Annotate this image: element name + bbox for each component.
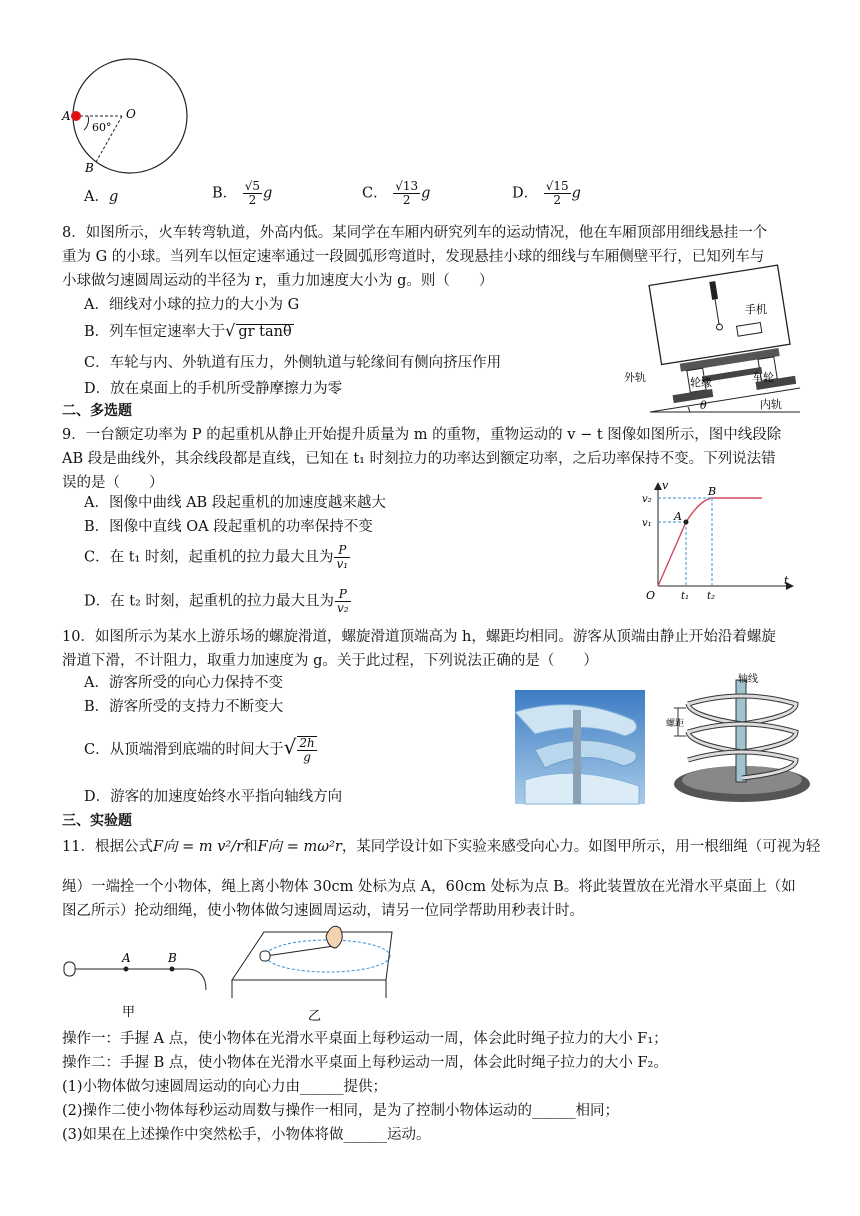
q10-option-d[interactable]: D．游客的加速度始终水平指向轴线方向 (84, 789, 343, 805)
q11-stem-line2: 绳）一端拴一个小物体，绳上离小物体 30cm 处标为点 A，60cm 处标为点 B。将此装置放在光滑水平桌面上（如 (62, 879, 796, 895)
q8-option-d[interactable]: D．放在桌面上的手机所受静摩擦力为零 (84, 381, 343, 397)
section-multiple-choice: 二、多选题 (62, 403, 132, 419)
q7-angle-label: 60° (92, 121, 112, 134)
q9-stem-line1: 9．一台额定功率为 P 的起重机从静止开始提升质量为 m 的重物，重物运动的 v − t 图像如图所示，图中线段除 (62, 427, 782, 443)
q11-sub2[interactable]: (2)操作二使小物体每秒运动周数与操作一相同，是为了控制小物体运动的______相同； (62, 1103, 620, 1119)
q9-v2-label: v₂ (642, 494, 652, 505)
q11-jia-point-b: B (168, 951, 177, 965)
q9-axis-t: t (784, 574, 789, 587)
q8-train-figure (620, 270, 810, 420)
q11-figure-yi (228, 918, 398, 1022)
q7-option-d[interactable]: D． $\frac{√15}{2}$ g (512, 179, 581, 207)
q11-label-jia: 甲 (122, 1005, 136, 1020)
q9-t1-label: t₁ (681, 591, 690, 602)
q11-figure-jia (60, 940, 220, 1020)
section-experiment: 三、实验题 (62, 813, 132, 829)
q8-stem-line1: 8．如图所示，火车转弯轨道，外高内低。某同学在车厢内研究列车的运动情况，他在车厢顶部用细线悬挂一个 (62, 225, 768, 241)
q9-point-b: B (708, 485, 717, 498)
q9-t2-label: t₂ (707, 591, 716, 602)
q8-phone-label: 手机 (745, 303, 767, 316)
q8-option-b[interactable]: B．列车恒定速率大于√ gr tanθ (84, 321, 292, 340)
q9-stem-line2: AB 段是曲线外，其余线段都是直线，已知在 t₁ 时刻拉力的功率达到额定功率，之后功率保持不变。下列说法错 (62, 451, 776, 467)
q9-stem-line3: 误的是（ ） (62, 475, 164, 491)
q8-option-a[interactable]: A．细线对小球的拉力的大小为 G (84, 297, 300, 313)
q8-wheel-label: 车轮 (752, 371, 774, 384)
q10-axis-label: 轴线 (738, 674, 758, 685)
q8-inner-rail-label: 内轨 (760, 398, 782, 411)
q8-theta-label: θ (700, 399, 707, 412)
q11-label-yi: 乙 (308, 1009, 322, 1024)
q11-stem-line1: 11．根据公式F向 = m v²/r和F向 = mω²r，某同学设计如下实验来感受向心力。如图甲所示，用一根细绳（可视为轻 (62, 839, 821, 855)
q7-label-b: B (85, 161, 94, 175)
q11-jia-point-a: A (122, 951, 131, 965)
q11-formula2: F向 = mω²r (257, 839, 342, 855)
q8-stem-line2: 重为 G 的小球。当列车以恒定速率通过一段圆弧形弯道时，发现悬挂小球的细线与车厢侧壁平行，已知列车与 (62, 249, 765, 265)
q9-axis-v: v (662, 479, 669, 492)
q11-stem-line3: 图乙所示）抡动细绳，使小物体做匀速圆周运动，请另一位同学帮助用秒表计时。 (62, 903, 584, 919)
q11-sub1[interactable]: (1)小物体做匀速圆周运动的向心力由______提供； (62, 1079, 388, 1095)
q7-circle-figure (60, 30, 190, 180)
q9-option-c[interactable]: C．在 t₁ 时刻，起重机的拉力最大且为 $\frac{P}{\text{v₁}}$ (84, 543, 349, 571)
q10-stem-line2: 滑道下滑，不计阻力，取重力加速度为 g。关于此过程，下列说法正确的是（ ） (62, 653, 598, 669)
q11-sub3[interactable]: (3)如果在上述操作中突然松手，小物体将做______运动。 (62, 1127, 431, 1143)
q10-option-c[interactable]: C．从顶端滑到底端的时间大于√ $\frac{2h}{g}$ (84, 735, 315, 764)
q11-operation2: 操作二：手握 B 点，使小物体在光滑水平桌面上每秒运动一周，体会此时绳子拉力的大小 F₂。 (62, 1055, 668, 1071)
q7-label-a: A (62, 109, 71, 123)
q9-option-a[interactable]: A．图像中曲线 AB 段起重机的加速度越来越大 (84, 495, 386, 511)
q8-stem-line3: 小球做匀速圆周运动的半径为 r，重力加速度大小为 g。则（ ） (62, 273, 494, 289)
q9-point-a: A (674, 510, 682, 523)
q7-label-o: O (126, 107, 136, 121)
q7-option-b[interactable]: B． $\frac{√5}{2}$ g (212, 179, 273, 207)
q10-pitch-label: 螺距 (666, 719, 685, 729)
q8-option-c[interactable]: C．车轮与内、外轨道有压力，外侧轨道与轮缘间有侧向挤压作用 (84, 355, 502, 371)
q10-spiral-diagram (666, 674, 816, 804)
q9-option-b[interactable]: B．图像中直线 OA 段起重机的功率保持不变 (84, 519, 373, 535)
q10-option-a[interactable]: A．游客所受的向心力保持不变 (84, 675, 283, 691)
q8-outer-rail-label: 外轨 (624, 371, 646, 384)
q10-stem-line1: 10．如图所示为某水上游乐场的螺旋滑道，螺旋滑道顶端高为 h，螺距均相同。游客从顶端由静止开始沿着螺旋 (62, 629, 776, 645)
q11-formula1: F向 = m v²/r (152, 839, 244, 855)
q9-option-d[interactable]: D．在 t₂ 时刻，起重机的拉力最大且为 $\frac{P}{\text{v₂}}$ (84, 587, 349, 615)
q7-option-a[interactable]: A．g (84, 189, 119, 205)
q9-origin: O (646, 589, 656, 602)
q7-option-c[interactable]: C． $\frac{√13}{2}$ g (362, 179, 431, 207)
q9-v1-label: v₁ (642, 518, 652, 529)
q10-option-b[interactable]: B．游客所受的支持力不断变大 (84, 699, 284, 715)
q11-operation1: 操作一：手握 A 点，使小物体在光滑水平桌面上每秒运动一周，体会此时绳子拉力的大小 F₁； (62, 1031, 668, 1047)
q9-vt-graph (630, 478, 800, 604)
q8-flange-label: 轮缘 (690, 376, 712, 389)
q10-slide-photo (515, 690, 645, 804)
